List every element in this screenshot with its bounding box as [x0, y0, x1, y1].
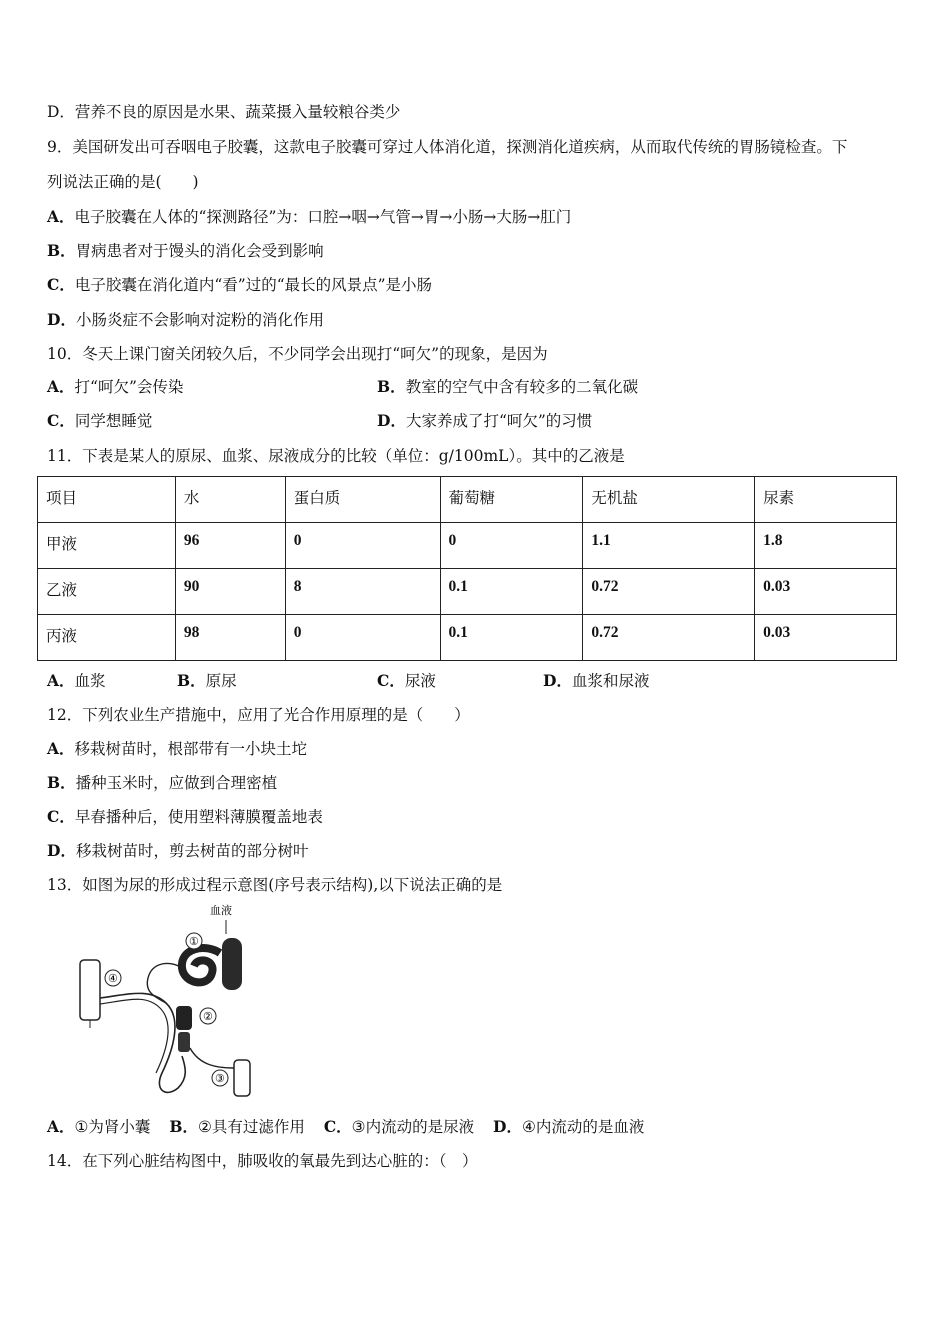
option-text: 电子胶囊在人体的“探测路径”为：口腔→咽→气管→胃→小肠→大肠→肛门	[74, 208, 572, 226]
glomerulus	[182, 948, 220, 982]
q12-stem: 12．下列农业生产措施中，应用了光合作用原理的是（ ）	[47, 706, 470, 724]
q14-stem: 14．在下列心脏结构图中，肺吸收的氧最先到达心脏的：（ ）	[47, 1152, 478, 1170]
table-header-cell: 尿素	[755, 477, 897, 523]
table-cell: 0	[285, 615, 440, 661]
q9-option-d	[47, 310, 324, 330]
table-header-row	[38, 477, 897, 523]
option-label: D．	[47, 841, 76, 860]
marker-4: ④	[108, 972, 118, 985]
q10-options-row2	[47, 411, 907, 431]
option-label: A．	[47, 739, 75, 758]
marker-2: ②	[203, 1010, 213, 1023]
option-label: A．	[47, 207, 75, 226]
efferent-vessel	[176, 1006, 192, 1030]
table-cell: 乙液	[38, 569, 176, 615]
option-text: 电子胶囊在消化道内“看”过的“最长的风景点”是小肠	[74, 276, 433, 294]
q9-option-a	[47, 207, 571, 227]
table-cell: 1.8	[755, 523, 897, 569]
table-header-cell: 葡萄糖	[440, 477, 583, 523]
option-label: A．	[47, 671, 75, 690]
table-cell: 0.72	[583, 569, 755, 615]
option-label: D．	[493, 1117, 522, 1136]
option-text: 移栽树苗时，剪去树苗的部分树叶	[75, 842, 309, 860]
q13-option-b: ②具有过滤作用	[197, 1118, 305, 1136]
q13-options	[47, 1117, 644, 1137]
renal-tubule	[100, 993, 185, 1092]
table-row	[38, 523, 897, 569]
table-cell: 96	[175, 523, 285, 569]
q13-option-d: ④内流动的是血液	[521, 1118, 645, 1136]
q12-option-a	[47, 739, 307, 759]
collecting-duct	[80, 960, 100, 1020]
q12-option-b	[47, 773, 277, 793]
option-label: A．	[47, 1117, 75, 1136]
option-text: 早春播种后，使用塑料薄膜覆盖地表	[74, 808, 323, 826]
marker-1: ①	[189, 935, 199, 948]
table-header-cell: 项目	[38, 477, 176, 523]
option-label: A．	[47, 377, 75, 396]
table-row	[38, 569, 897, 615]
q12-option-c	[47, 807, 323, 827]
option-label: B．	[177, 671, 206, 690]
q9-stem-line2: 列说法正确的是( )	[47, 173, 199, 191]
q13-stem: 13．如图为尿的形成过程示意图(序号表示结构),以下说法正确的是	[47, 876, 503, 894]
table-header-cell: 蛋白质	[285, 477, 440, 523]
table-header-cell: 水	[175, 477, 285, 523]
table-cell: 甲液	[38, 523, 176, 569]
table-cell: 丙液	[38, 615, 176, 661]
q13-option-a: ①为肾小囊	[74, 1118, 151, 1136]
table-cell: 0.03	[755, 615, 897, 661]
option-label: C．	[47, 807, 75, 826]
blood-vessel	[222, 938, 242, 990]
table-cell: 1.1	[583, 523, 755, 569]
table-cell: 0	[285, 523, 440, 569]
option-label: B．	[377, 377, 406, 396]
option-text: 小肠炎症不会影响对淀粉的消化作用	[75, 311, 324, 329]
q10-stem: 10．冬天上课门窗关闭较久后，不少同学会出现打“呵欠”的现象，是因为	[47, 345, 548, 363]
q8-option-d: D．营养不良的原因是水果、蔬菜摄入量较粮谷类少	[47, 103, 401, 121]
q10-option-c: 同学想睡觉	[74, 412, 153, 430]
q10-options-row1	[47, 377, 907, 397]
table-row	[38, 615, 897, 661]
marker-3: ③	[215, 1072, 225, 1085]
diagram-label-blood: 血液	[210, 904, 232, 917]
option-label: D．	[47, 310, 76, 329]
option-label: B．	[47, 241, 76, 260]
option-label: C．	[47, 411, 75, 430]
table-cell: 0.1	[440, 569, 583, 615]
option-label: B．	[169, 1117, 198, 1136]
option-label: D．	[543, 671, 572, 690]
q10-option-b: 教室的空气中含有较多的二氧化碳	[405, 378, 639, 396]
option-label: C．	[47, 275, 75, 294]
q11-option-b: 原尿	[205, 672, 237, 690]
table-cell: 0.72	[583, 615, 755, 661]
option-label: B．	[47, 773, 76, 792]
table-cell: 90	[175, 569, 285, 615]
renal-tubule-inner	[100, 999, 168, 1073]
table-cell: 0.03	[755, 569, 897, 615]
q13-option-c: ③内流动的是尿液	[351, 1118, 475, 1136]
vein-connection	[190, 1048, 234, 1068]
q10-option-a: 打“呵欠”会传染	[74, 378, 184, 396]
q11-stem: 11．下表是某人的原尿、血浆、尿液成分的比较（单位：g/100mL）。其中的乙液是	[47, 447, 625, 465]
q11-table	[37, 476, 897, 661]
option-label: C．	[323, 1117, 352, 1136]
q11-option-a: 血浆	[74, 672, 106, 690]
q11-option-c: 尿液	[404, 672, 436, 690]
table-cell: 98	[175, 615, 285, 661]
table-cell: 0.1	[440, 615, 583, 661]
q9-option-b	[47, 241, 324, 261]
table-cell: 8	[285, 569, 440, 615]
q11-options	[47, 671, 907, 691]
q9-option-c	[47, 275, 432, 295]
vein	[234, 1060, 250, 1096]
capillary-segment	[178, 1032, 190, 1052]
nephron-diagram	[70, 898, 270, 1103]
q9-stem-line1: 9．美国研发出可吞咽电子胶囊，这款电子胶囊可穿过人体消化道，探测消化道疾病，从而取代传统的胃肠镜检查。下	[47, 138, 848, 156]
capsule-outlet	[147, 963, 182, 1003]
option-text: 播种玉米时，应做到合理密植	[75, 774, 278, 792]
q12-option-d	[47, 841, 308, 861]
q10-option-d: 大家养成了打“呵欠”的习惯	[405, 412, 593, 430]
table-header-cell: 无机盐	[583, 477, 755, 523]
q11-option-d: 血浆和尿液	[571, 672, 650, 690]
option-text: 胃病患者对于馒头的消化会受到影响	[75, 242, 324, 260]
option-label: C．	[377, 671, 405, 690]
option-label: D．	[377, 411, 406, 430]
option-text: 移栽树苗时，根部带有一小块土坨	[74, 740, 308, 758]
table-cell: 0	[440, 523, 583, 569]
